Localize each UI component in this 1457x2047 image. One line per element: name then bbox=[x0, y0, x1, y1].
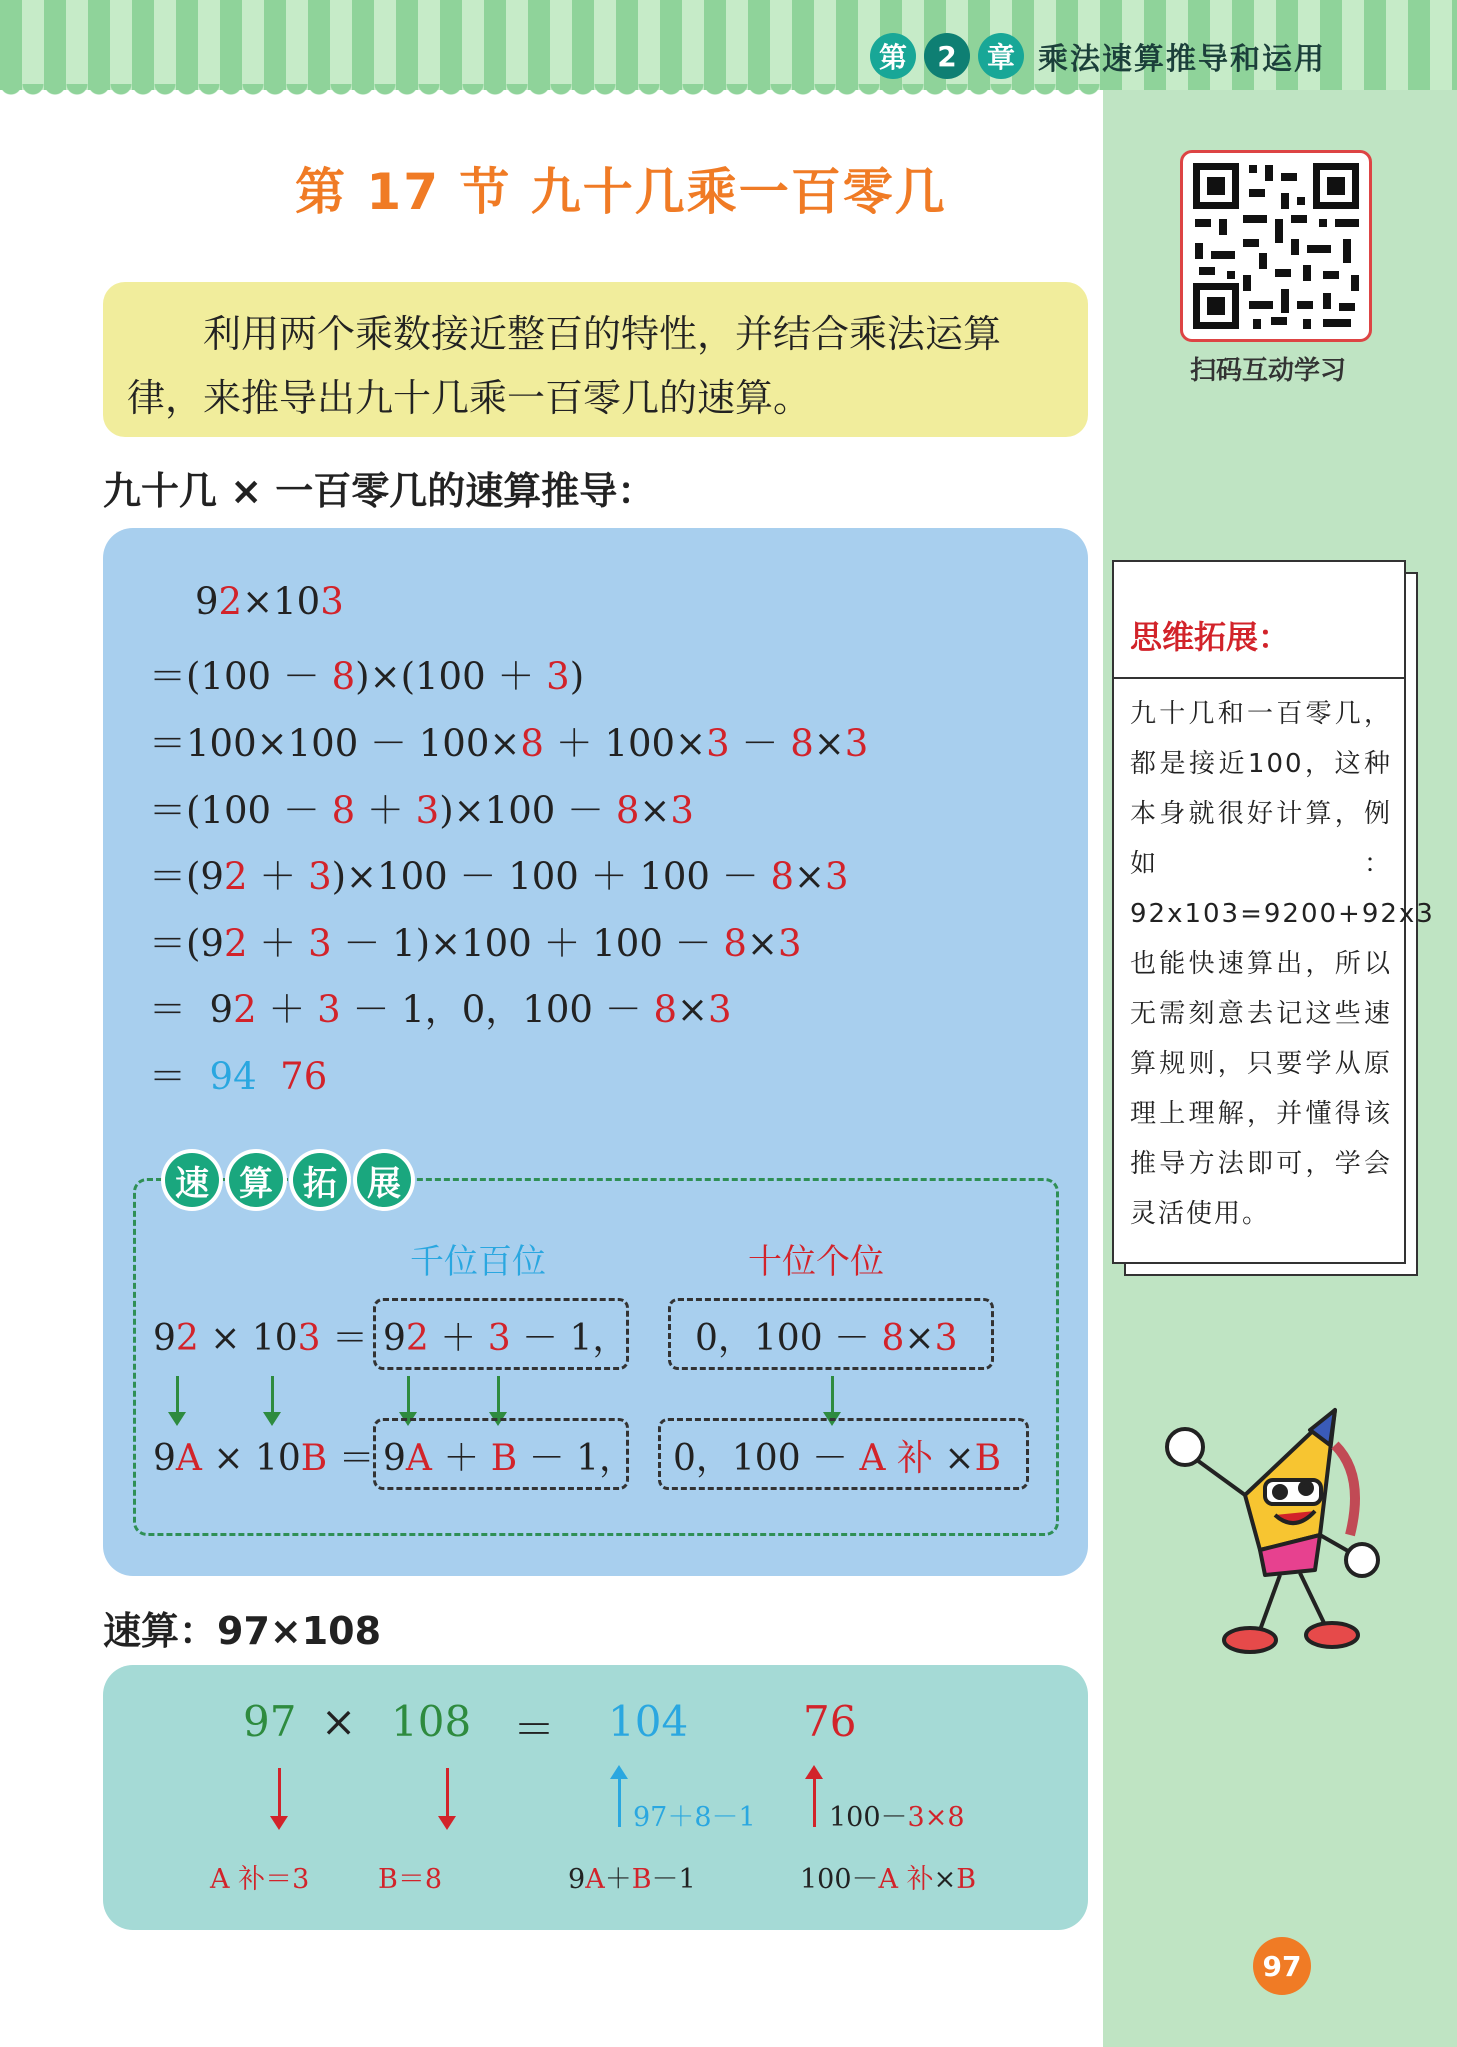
result-high: 104 bbox=[608, 1697, 689, 1746]
extension-char: 算 bbox=[229, 1153, 283, 1207]
qr-label: 扫码互动学习 bbox=[1190, 356, 1347, 386]
down-arrow-icon bbox=[407, 1376, 410, 1416]
extension-char: 展 bbox=[357, 1153, 411, 1207]
times-sign: × bbox=[321, 1697, 357, 1746]
qr-code[interactable] bbox=[1180, 150, 1372, 342]
derivation-line-3: ＝100×100 － 100×8 ＋ 100×3 － 8×3 bbox=[149, 722, 869, 765]
b-value-label: B＝8 bbox=[378, 1864, 443, 1895]
down-arrow-icon bbox=[271, 1376, 274, 1416]
hint-high: 97＋8－1 bbox=[633, 1802, 756, 1833]
section-title: 第 17 节 九十几乘一百零几 bbox=[295, 163, 947, 221]
derivation-line-7: ＝ 92 ＋ 3 － 1，0，100 － 8×3 bbox=[149, 988, 732, 1031]
derivation-line-5: ＝(92 ＋ 3)×100 － 100 ＋ 100 － 8×3 bbox=[149, 855, 849, 898]
chapter-title: 乘法速算推导和运用 bbox=[1038, 42, 1326, 77]
up-arrow-icon bbox=[813, 1773, 816, 1827]
down-arrow-icon bbox=[446, 1768, 449, 1822]
derivation-heading: 九十几 × 一百零几的速算推导： bbox=[103, 469, 656, 513]
chapter-suffix: 章 bbox=[978, 33, 1024, 79]
derivation-line-4: ＝(100 － 8 ＋ 3)×100 － 8×3 bbox=[149, 789, 694, 832]
extension-eq-2-right: 0，100 － A 补 ×B bbox=[673, 1438, 1002, 1479]
result-low: 76 bbox=[803, 1697, 857, 1746]
factor-108: 108 bbox=[391, 1697, 472, 1746]
derivation-box bbox=[103, 528, 1088, 1576]
formula-right: 100－A 补×B bbox=[800, 1864, 977, 1895]
extension-char: 拓 bbox=[293, 1153, 347, 1207]
extension-eq-1-right: 0，100 － 8×3 bbox=[695, 1318, 958, 1359]
down-arrow-icon bbox=[831, 1376, 834, 1416]
extension-eq-1-left: 92 × 103 ＝ bbox=[153, 1318, 369, 1359]
extension-title bbox=[165, 1153, 411, 1207]
down-arrow-icon bbox=[497, 1376, 500, 1416]
qr-code-icon bbox=[1183, 153, 1369, 339]
chapter-prefix: 第 bbox=[870, 33, 916, 79]
note-divider bbox=[1114, 677, 1404, 679]
top-scallop-edge bbox=[0, 84, 1100, 98]
note-title: 思维拓展： bbox=[1130, 618, 1291, 656]
up-arrow-icon bbox=[618, 1773, 621, 1827]
note-text: 九十几和一百零几，都是接近100，这种本身就很好计算，例如：92x103=9200+92x3也能快速算出，所以无需刻意去记这些速算规则，只要学从原理上理解，并懂得该推导方法即可，学会灵活使用。 bbox=[1130, 699, 1435, 1229]
fast-calc-box bbox=[103, 1665, 1088, 1930]
fast-calc-heading: 速算：97×108 bbox=[103, 1609, 382, 1653]
page-number: 97 bbox=[1253, 1937, 1311, 1995]
chapter-number: 2 bbox=[924, 33, 970, 79]
equals-sign: ＝ bbox=[513, 1705, 556, 1754]
hint-low: 100－3×8 bbox=[829, 1802, 965, 1833]
pencil-mascot-icon bbox=[1150, 1385, 1380, 1685]
column-label-tens-ones: 十位个位 bbox=[748, 1242, 884, 1282]
derivation-line-1: 92×103 bbox=[195, 580, 344, 623]
derivation-line-2: ＝(100 － 8)×(100 ＋ 3) bbox=[149, 655, 585, 698]
chapter-tag bbox=[870, 30, 1326, 82]
factor-97: 97 bbox=[243, 1697, 297, 1746]
extension-eq-2-mid: 9A ＋ B － 1， bbox=[383, 1438, 636, 1479]
derivation-line-8: ＝ 94 76 bbox=[149, 1055, 328, 1098]
derivation-line-6: ＝(92 ＋ 3 － 1)×100 ＋ 100 － 8×3 bbox=[149, 922, 802, 965]
extension-eq-1-mid: 92 ＋ 3 － 1， bbox=[383, 1318, 629, 1359]
extension-eq-2-left: 9A × 10B ＝ bbox=[153, 1438, 375, 1479]
intro-text: 利用两个乘数接近整百的特性，并结合乘法运算律，来推导出九十几乘一百零几的速算。 bbox=[127, 312, 1002, 420]
formula-left: 9A＋B－1 bbox=[568, 1864, 696, 1895]
extension-char: 速 bbox=[165, 1153, 219, 1207]
down-arrow-icon bbox=[176, 1376, 179, 1416]
intro-box bbox=[103, 282, 1088, 437]
thinking-note bbox=[1112, 560, 1435, 1264]
down-arrow-icon bbox=[278, 1768, 281, 1822]
column-label-thousands-hundreds: 千位百位 bbox=[410, 1242, 546, 1282]
a-complement-label: A 补＝3 bbox=[210, 1864, 310, 1895]
